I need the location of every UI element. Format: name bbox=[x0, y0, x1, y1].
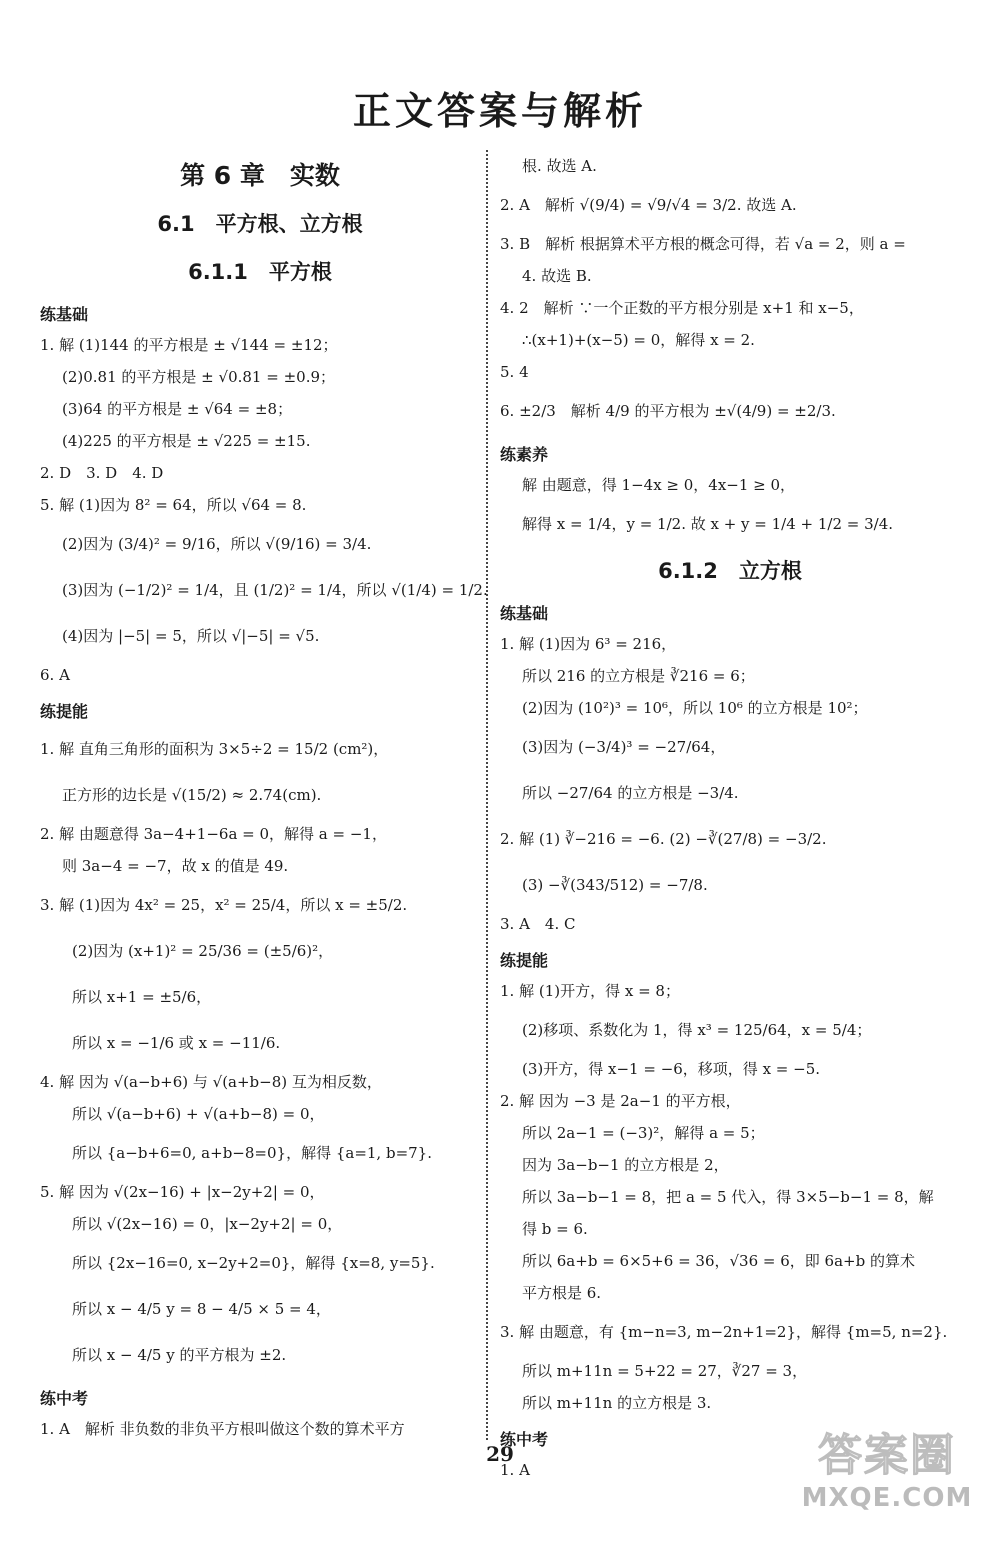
section-title: 6.1 平方根、立方根 bbox=[157, 212, 363, 236]
answer-line: 所以 x = −1/6 或 x = −11/6. bbox=[72, 1034, 281, 1052]
answer-line: 所以 √(a−b+6) + √(a+b−8) = 0， bbox=[72, 1105, 325, 1123]
answer-line: (3)64 的平方根是 ± √64 = ±8； bbox=[62, 400, 293, 418]
answer-line: 根. 故选 A. bbox=[522, 157, 597, 175]
answer-line: (2)因为 (3/4)² = 9/16，所以 √(9/16) = 3/4. bbox=[62, 535, 372, 553]
column-divider bbox=[486, 150, 488, 1440]
section-label-tineng: 练提能 bbox=[500, 951, 549, 970]
answer-line: 2. 解 由题意得 3a−4+1−6a = 0，解得 a = −1， bbox=[40, 825, 387, 843]
answer-line: 1. 解 (1)开方，得 x = 8； bbox=[500, 982, 680, 1000]
answer-line: 2. 解 (1) ∛−216 = −6. (2) −∛(27/8) = −3/2. bbox=[500, 830, 827, 848]
answer-line: (4)225 的平方根是 ± √225 = ±15. bbox=[62, 432, 311, 450]
answer-line: 3. A 4. C bbox=[500, 915, 576, 933]
answer-line: (3)因为 (−1/2)² = 1/4，且 (1/2)² = 1/4，所以 √(1/4) = 1/2. bbox=[62, 581, 488, 599]
answer-line: 所以 {a−b+6=0, a+b−8=0}，解得 {a=1, b=7}. bbox=[72, 1144, 432, 1162]
answer-line: (3) −∛(343/512) = −7/8. bbox=[522, 876, 708, 894]
watermark-url: MXQE.COM bbox=[801, 1483, 973, 1513]
answer-line: 4. 2 解析 ∵一个正数的平方根分别是 x+1 和 x−5， bbox=[500, 299, 864, 317]
answer-line: 1. 解 (1)因为 6³ = 216， bbox=[500, 635, 677, 653]
chapter-title: 第 6 章 实数 bbox=[180, 161, 340, 190]
answer-line: 3. 解 (1)因为 4x² = 25，x² = 25/4，所以 x = ±5/2. bbox=[40, 896, 408, 914]
answer-line: ∴(x+1)+(x−5) = 0，解得 x = 2. bbox=[522, 331, 755, 349]
page-number: 29 bbox=[486, 1442, 514, 1466]
answer-line: (2)因为 (10²)³ = 10⁶，所以 10⁶ 的立方根是 10²； bbox=[522, 699, 868, 717]
answer-line: 2. D 3. D 4. D bbox=[40, 464, 164, 482]
answer-line: 2. A 解析 √(9/4) = √9/√4 = 3/2. 故选 A. bbox=[500, 196, 797, 214]
answer-line: 5. 4 bbox=[500, 363, 529, 381]
subsection-title: 6.1.1 平方根 bbox=[188, 260, 332, 284]
answer-line: 3. 解 由题意，有 {m−n=3, m−2n+1=2}，解得 {m=5, n=2}. bbox=[500, 1323, 948, 1341]
answer-line: (2)0.81 的平方根是 ± √0.81 = ±0.9； bbox=[62, 368, 336, 386]
answer-line: (2)移项、系数化为 1，得 x³ = 125/64，x = 5/4； bbox=[522, 1021, 872, 1039]
answer-line: 得 b = 6. bbox=[522, 1220, 588, 1238]
watermark-logo bbox=[792, 1419, 982, 1513]
section-label-jichu: 练基础 bbox=[500, 604, 549, 623]
answer-line: 所以 m+11n = 5+22 = 27，∛27 = 3， bbox=[522, 1362, 808, 1380]
answer-line: (3)开方，得 x−1 = −6，移项，得 x = −5. bbox=[522, 1060, 821, 1078]
answer-line: 解 由题意，得 1−4x ≥ 0，4x−1 ≥ 0， bbox=[522, 476, 796, 494]
section-label-zhongkao: 练中考 bbox=[40, 1389, 89, 1408]
answer-line: (3)因为 (−3/4)³ = −27/64， bbox=[522, 738, 726, 756]
answer-line: 1. A bbox=[500, 1461, 530, 1479]
answer-line: (2)因为 (x+1)² = 25/36 = (±5/6)²， bbox=[72, 942, 334, 960]
answer-line: 5. 解 (1)因为 8² = 64，所以 √64 = 8. bbox=[40, 496, 307, 514]
section-label-zhongkao: 练中考 bbox=[500, 1430, 549, 1449]
left-column bbox=[40, 150, 488, 1445]
answer-line: 1. 解 直角三角形的面积为 3×5÷2 = 15/2 (cm²)， bbox=[40, 740, 389, 758]
answer-line: 正方形的边长是 √(15/2) ≈ 2.74(cm). bbox=[62, 786, 322, 804]
answer-line: 平方根是 6. bbox=[522, 1284, 602, 1302]
watermark-text: 答案圈 bbox=[818, 1430, 956, 1481]
answer-line: (4)因为 |−5| = 5，所以 √|−5| = √5. bbox=[62, 627, 320, 645]
answer-line: 所以 3a−b−1 = 8，把 a = 5 代入，得 3×5−b−1 = 8，解 bbox=[522, 1188, 934, 1206]
answer-line: 所以 2a−1 = (−3)²，解得 a = 5； bbox=[522, 1124, 765, 1142]
answer-line: 所以 6a+b = 6×5+6 = 36，√36 = 6，即 6a+b 的算术 bbox=[522, 1252, 915, 1270]
answer-line: 则 3a−4 = −7，故 x 的值是 49. bbox=[62, 857, 289, 875]
page-title: 正文答案与解析 bbox=[352, 89, 647, 133]
answer-line: 所以 x − 4/5 y = 8 − 4/5 × 5 = 4， bbox=[72, 1300, 331, 1318]
answer-line: 因为 3a−b−1 的立方根是 2， bbox=[522, 1156, 729, 1174]
answer-line: 4. 解 因为 √(a−b+6) 与 √(a+b−8) 互为相反数， bbox=[40, 1073, 382, 1091]
answer-line: 所以 √(2x−16) = 0，|x−2y+2| = 0， bbox=[72, 1215, 343, 1233]
section-label-suyang: 练素养 bbox=[500, 445, 549, 464]
section-label-tineng: 练提能 bbox=[40, 702, 89, 721]
answer-line: 所以 m+11n 的立方根是 3. bbox=[522, 1394, 712, 1412]
answer-line: 1. A 解析 非负数的非负平方根叫做这个数的算术平方 bbox=[40, 1420, 405, 1438]
answer-line: 所以 x+1 = ±5/6， bbox=[72, 988, 212, 1006]
answer-line: 1. 解 (1)144 的平方根是 ± √144 = ±12； bbox=[40, 336, 338, 354]
answer-line: 6. A bbox=[40, 666, 70, 684]
answer-line: 所以 216 的立方根是 ∛216 = 6； bbox=[522, 667, 755, 685]
answer-line: 所以 {2x−16=0, x−2y+2=0}，解得 {x=8, y=5}. bbox=[72, 1254, 435, 1272]
answer-line: 2. 解 因为 −3 是 2a−1 的平方根， bbox=[500, 1092, 741, 1110]
answer-line: 5. 解 因为 √(2x−16) + |x−2y+2| = 0， bbox=[40, 1183, 325, 1201]
right-column bbox=[500, 150, 960, 1486]
answer-line: 4. 故选 B. bbox=[522, 267, 592, 285]
answer-line: 解得 x = 1/4，y = 1/2. 故 x + y = 1/4 + 1/2 = 3/4. bbox=[522, 515, 894, 533]
section-label-jichu: 练基础 bbox=[40, 305, 89, 324]
subsection-title: 6.1.2 立方根 bbox=[658, 559, 802, 583]
answer-line: 所以 x − 4/5 y 的平方根为 ±2. bbox=[72, 1346, 287, 1364]
answer-line: 6. ±2/3 解析 4/9 的平方根为 ±√(4/9) = ±2/3. bbox=[500, 402, 836, 420]
answer-line: 所以 −27/64 的立方根是 −3/4. bbox=[522, 784, 739, 802]
answer-line: 3. B 解析 根据算术平方根的概念可得，若 √a = 2，则 a = bbox=[500, 235, 906, 253]
